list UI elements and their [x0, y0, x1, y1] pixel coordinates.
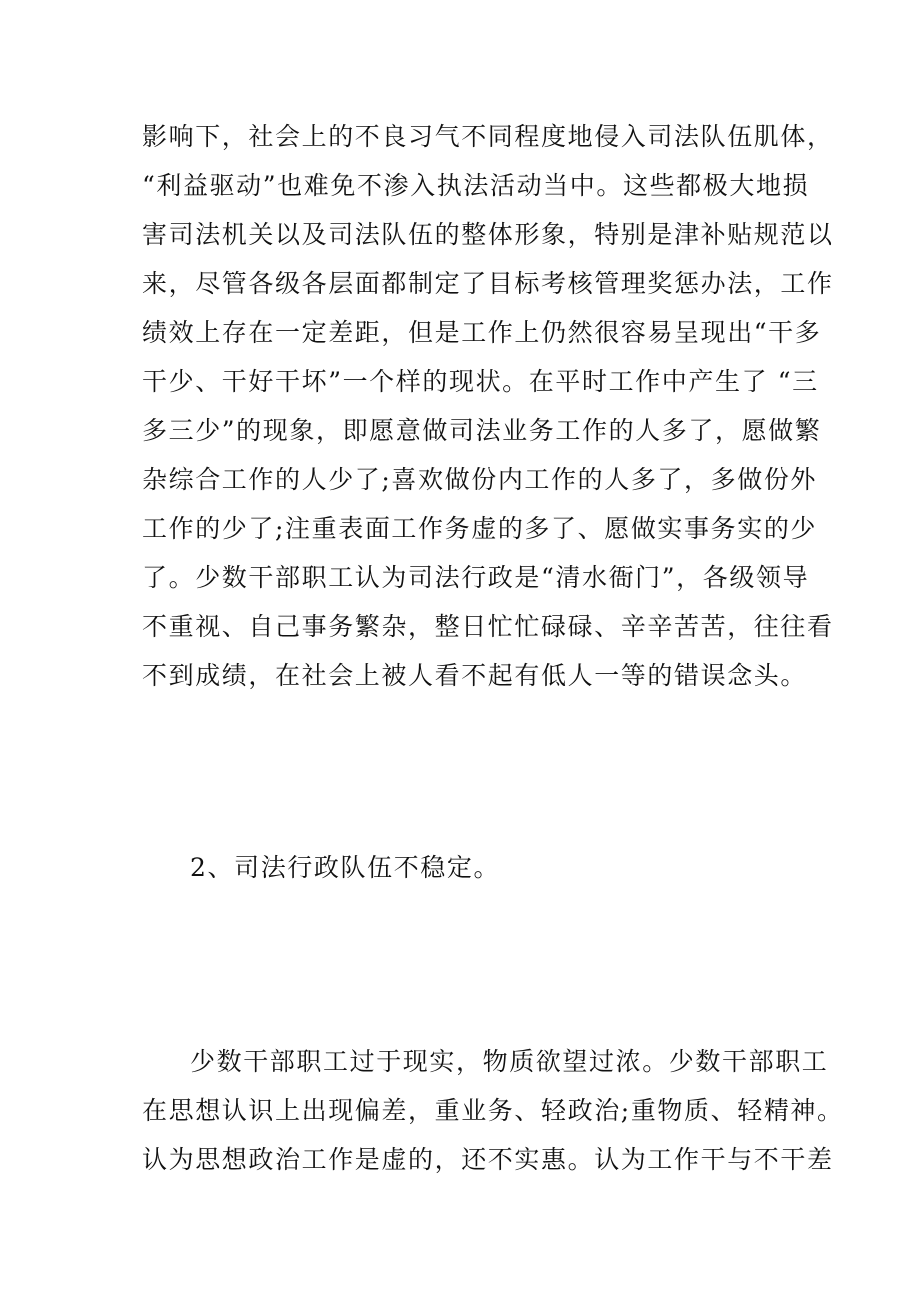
paragraph-line: 不到成绩，在社会上被人看不起有低人一等的错误念头。 [142, 661, 808, 690]
paragraph-line: 来，尽管各级各层面都制定了目标考核管理奖惩办法，工作 [142, 269, 834, 298]
paragraph-line: 了。少数干部职工认为司法行政是“清水衙门”，各级领导 [142, 563, 810, 592]
body-paragraph [142, 112, 834, 700]
paragraph-line: 在思想认识上出现偏差，重业务、轻政治;重物质、轻精神。 [142, 1096, 844, 1125]
paragraph-line: 认为思想政治工作是虚的，还不实惠。认为工作干与不干差 [142, 1145, 834, 1174]
paragraph-line: 工作的少了;注重表面工作务虚的多了、愿做实事务实的少 [142, 514, 818, 543]
paragraph-line: 影响下，社会上的不良习气不同程度地侵入司法队伍肌体， [142, 122, 834, 151]
paragraph-line: 绩效上存在一定差距，但是工作上仍然很容易呈现出“干多 [142, 318, 822, 347]
paragraph-line: 害司法机关以及司法队伍的整体形象，特别是津补贴规范以 [142, 220, 834, 249]
body-paragraph [142, 1037, 844, 1184]
paragraph-line: 杂综合工作的人少了;喜欢做份内工作的人多了，多做份外 [142, 465, 818, 494]
paragraph-line: 干少、干好干坏”一个样的现状。在平时工作中产生了 “三 [142, 367, 819, 396]
paragraph-line: 少数干部职工过于现实，物质欲望过浓。少数干部职工 [190, 1047, 829, 1076]
paragraph-line: 不重视、自己事务繁杂，整日忙忙碌碌、辛辛苦苦，往往看 [142, 612, 834, 641]
paragraph-line: 多三少”的现象，即愿意做司法业务工作的人多了，愿做繁 [142, 416, 822, 445]
section-heading: 2、司法行政队伍不稳定。 [190, 853, 501, 882]
paragraph-line: “利益驱动”也难免不渗入执法活动当中。这些都极大地损 [142, 171, 810, 200]
